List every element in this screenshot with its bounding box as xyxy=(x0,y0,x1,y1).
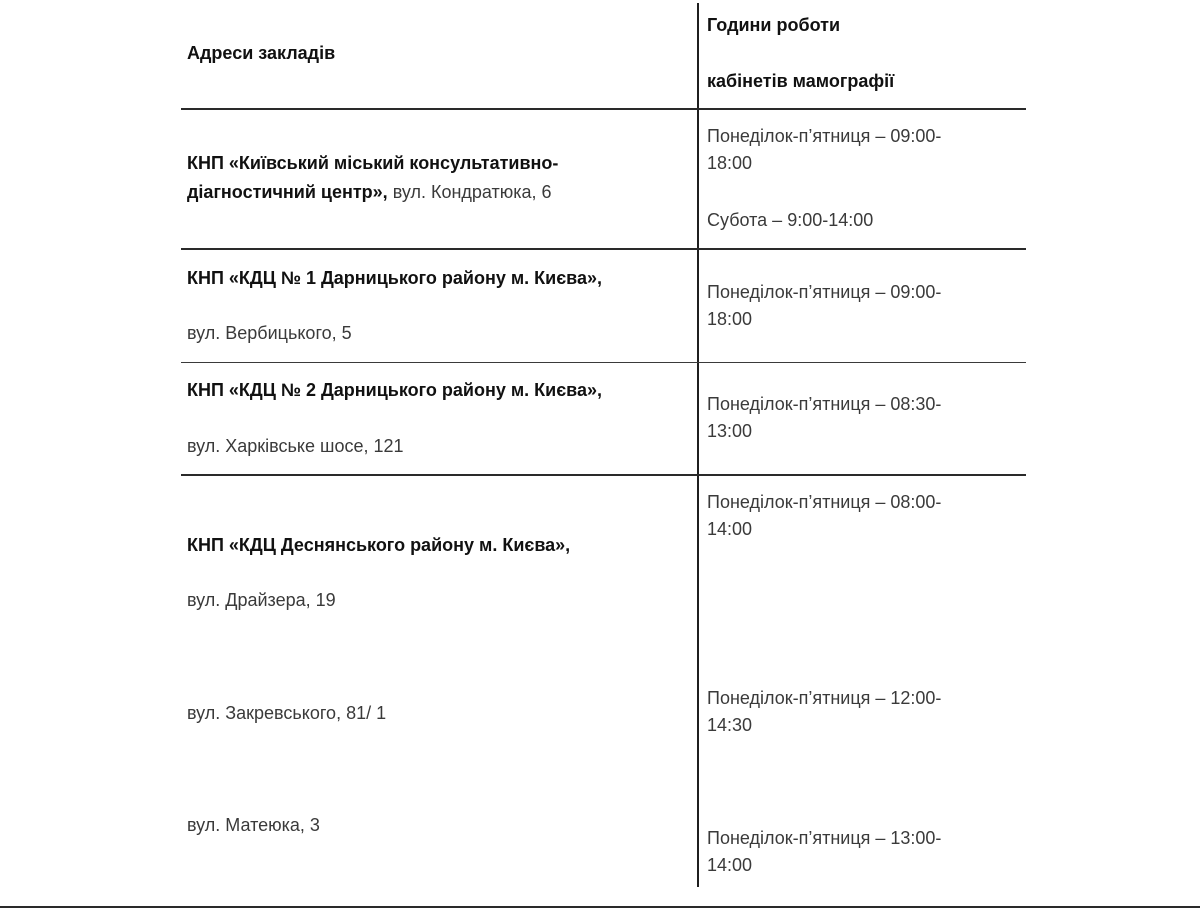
facility-name: діагностичний центр», xyxy=(187,182,388,202)
row-divider xyxy=(181,362,1026,363)
column-divider xyxy=(697,3,699,887)
hours-text: Понеділок-п’ятниця – 08:00- xyxy=(707,492,942,512)
facility-name: КНП «КДЦ № 2 Дарницького району м. Києва», xyxy=(187,380,603,400)
header-hours-line2: кабінетів мамографії xyxy=(707,71,895,91)
address-text: вул. Драйзера, 19 xyxy=(187,590,336,610)
row-divider xyxy=(181,474,1026,476)
header-addresses: Адреси закладів xyxy=(187,43,336,63)
address-text: вул. Закревського, 81/ 1 xyxy=(187,703,387,723)
facility-address-cell xyxy=(187,179,552,206)
header-divider xyxy=(181,108,1026,110)
hours-text: Понеділок-п’ятниця – 09:00- xyxy=(707,282,942,302)
address-text: вул. Кондратюка, 6 xyxy=(387,182,552,202)
facility-name: КНП «Київський міський консультативно- xyxy=(187,153,559,173)
hours-text: 14:00 xyxy=(707,519,753,539)
hours-text: 14:00 xyxy=(707,855,753,875)
hours-text: Субота – 9:00-14:00 xyxy=(707,210,874,230)
address-text: вул. Вербицького, 5 xyxy=(187,323,352,343)
hours-text: 18:00 xyxy=(707,309,753,329)
header-hours-line1: Години роботи xyxy=(707,15,841,35)
facility-name: КНП «КДЦ № 1 Дарницького району м. Києва», xyxy=(187,268,603,288)
hours-text: Понеділок-п’ятниця – 12:00- xyxy=(707,688,942,708)
address-text: вул. Харківське шосе, 121 xyxy=(187,436,404,456)
address-text: вул. Матеюка, 3 xyxy=(187,815,320,835)
hours-text: 13:00 xyxy=(707,421,753,441)
hours-text: Понеділок-п’ятниця – 08:30- xyxy=(707,394,942,414)
page-bottom-divider xyxy=(0,906,1200,908)
facility-name: КНП «КДЦ Деснянського району м. Києва», xyxy=(187,535,571,555)
hours-text: Понеділок-п’ятниця – 09:00- xyxy=(707,126,942,146)
hours-text: 14:30 xyxy=(707,715,753,735)
hours-text: 18:00 xyxy=(707,153,753,173)
hours-text: Понеділок-п’ятниця – 13:00- xyxy=(707,828,942,848)
row-divider xyxy=(181,248,1026,250)
